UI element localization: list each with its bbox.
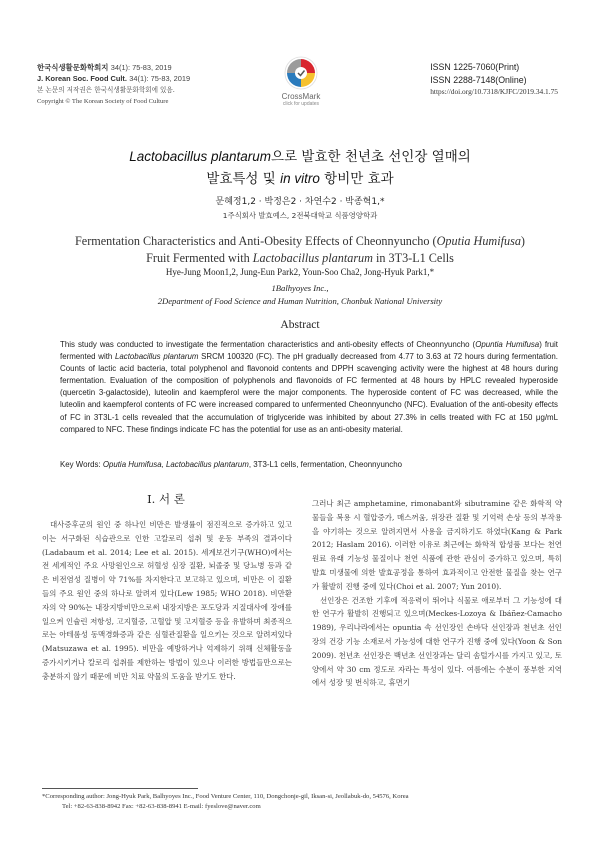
abstract-text-1: This study was conducted to investigate the fermentation characteristics and anti-obesity effects of Cheonnyuncho ( (60, 340, 476, 349)
abstract-text-3: SRCM 100320 (FC). The pH gradually decreased from 4.77 to 3.63 at 72 hours during fermentation. Counts of lactic acid bacteria, total polyphenol and flavonoid contents and DPPH scavenging activity were the highest at 48 hours during fermentation. Evaluation of the composition of polyphenols and flavonoids of FC fermented at 48 hours by HPLC revealed hyperoside (quercetin 3-galactoside), luteolin and kaempferol were the major components. The hyperoside content of FC was decreased, while the luteolin and kaempferol contents of FC were increased compared to unfermented Cheonnyuncho (NFC). Evaluation of the anti-obesity effects of FC in 3T3L-1 cells revealed that the accumulation of triglyceride was inhibited by about 27.3% in cells treated with FC at 150 μg/mL compared to NFC. These findings indicate FC has the potential for use as an anti-obesity material. (60, 352, 558, 434)
english-title (0, 233, 600, 267)
copyright-line: Copyright © The Korean Society of Food Culture (37, 97, 169, 105)
crossmark-badge[interactable] (268, 56, 334, 107)
footnote-line-2: Tel: +82-63-838-8942 Fax: +82-63-838-8941 E-mail: fyeslove@naver.com (62, 803, 261, 811)
issn-online: ISSN 2288-7148(Online) (430, 74, 527, 85)
abstract-italic-1: Opuntia Humifusa (475, 340, 540, 349)
journal-name-ko: 한국식생활문화학회지 (37, 63, 109, 72)
english-title-l2a: Fruit Fermented with (146, 251, 253, 265)
english-affil-2: 2Department of Food Science and Human Nutrition, Chonbuk National University (157, 295, 443, 306)
keywords-line (60, 460, 558, 469)
abstract-heading: Abstract (280, 318, 320, 331)
english-affiliation (0, 282, 600, 307)
keywords-label: Key Words: (60, 460, 103, 469)
english-authors: Hye-Jung Moon1,2, Jung-Eun Park2, Youn-Soo Cha2, Jong-Hyuk Park1,* (165, 267, 435, 277)
journal-volume-en: 34(1): 75-83, 2019 (129, 74, 191, 84)
abstract-italic-2: Lactobacillus plantarum (115, 352, 199, 362)
introduction-heading: I. 서 론 (147, 492, 185, 506)
journal-header-right (430, 61, 558, 99)
crossmark-icon (284, 56, 318, 90)
korean-authors: 문혜정1,2 · 박정은2 · 차연수2 · 박종혁1,* (215, 197, 385, 207)
english-title-l1a: Fermentation Characteristics and Anti-Obesity Effects of Cheonnyuncho ( (75, 234, 437, 248)
corresponding-author-footnote (42, 792, 562, 813)
journal-header-left (37, 62, 190, 107)
intro-right-paragraph-2: 선인장은 건조한 기후에 적응력이 뛰어나 식물로 애로부터 그 기능성에 대한 연구가 활발히 진행되고 있으며(Meckes-Lozoya & Ibáñez-Camacho 1989), 우리나라에서는 opuntia 속 선인장인 손바닥 선인장과 천년초 선인장의 건강 기능 소재로서 가능성에 대한 연구가 진행 중에 있다(Yoon & Son 2009). 천년초 선인장은 백년초 선인장과는 달리 솜털가시를 가지고 있고, 토양에서 약 30 cm 정도로 자라는 특성이 있다. 여름에는 수분이 풍부한 지역에서 성장 및 번식하고, 휴면기 (312, 595, 562, 688)
abstract-text-2: ) fruit fermented with (60, 340, 559, 362)
intro-left-paragraph: 대사증후군의 원인 중 하나인 비만은 발생률이 점진적으로 증가하고 있고 이는 서구화된 식습관으로 인한 고칼로리 섭취 및 운동 부족의 결과이다(Ladabaum et al. 2014; Lee et al. 2015). 세계보건기구(WHO)에서는 전 세계적인 주요 사망원인으로 허혈성 심장 질환, 뇌졸중 및 당뇨병 등과 같은 비전염성 질병이 약 71%를 차지한다고 보고하고 있으며, 비만은 이 질환들의 주요 원인 중의 하나로 알려져 있다(Lew 1985; WHO 2018). 비만환자의 약 90%는 내장지방비만으로써 내장지방은 포도당과 지질대사에 장애를 일으켜 인슐린 저항성, 고지혈증, 고혈압 및 고지혈증 등을 유발하며 최종적으로는 아테롬성 동맥경화증과 같은 심혈관질환을 일으키는 것으로 알려져있다(Matsuzawa et al. 1995). 비만을 예방하거나 억제하기 위해 신체활동을 증가시키거나 칼로리 섭취를 제한하는 방법이 있으나 이러한 방법들만으로는 충분하지 않기 때문에 비만 치료 약물의 도움을 받기도 한다. (42, 520, 292, 681)
english-title-l2b: in 3T3-L1 Cells (372, 251, 454, 265)
korean-title (0, 146, 600, 190)
keywords-rest: , 3T3-L1 cells, fermentation, Cheonnyuncho (248, 460, 402, 469)
issn-print: ISSN 1225-7060(Print) (430, 62, 520, 72)
english-title-l1b: ) (520, 234, 525, 248)
english-affil-1: 1Balhyoyes Inc., (271, 283, 329, 293)
keywords-italic: Oputia Humifusa, Lactobacillus plantarum (102, 460, 249, 469)
english-title-l2-italic: Lactobacillus plantarum (252, 251, 373, 265)
korean-title-italic: Lactobacillus plantarum (129, 149, 272, 164)
crossmark-sub: click for updates (282, 101, 320, 107)
abstract-body (60, 339, 558, 436)
journal-name-en: J. Korean Soc. Food Cult. (37, 74, 127, 84)
doi-link[interactable]: https://doi.org/10.7318/KJFC/2019.34.1.75 (430, 87, 558, 96)
korean-title-line2b: 항비만 효과 (319, 171, 394, 187)
korean-title-line2-italic: in vitro (280, 171, 320, 186)
footnote-line-1: *Corresponding author: Jong-Hyuk Park, Balhyoyes Inc., Food Venture Center, 110, Dongchonje-gil, Iksan-si, Jeollabuk-do, 54576, Korea (42, 793, 409, 800)
copyright-notice: 본 논문의 저작권은 한국식생활문화학회에 있음. (37, 85, 175, 94)
intro-right-column (312, 497, 562, 690)
korean-title-rest: 으로 발효한 천년초 선인장 열매의 (271, 149, 471, 165)
korean-affiliation: 1주식회사 발효예스, 2전북대학교 식품영양학과 (222, 211, 378, 220)
footnote-rule (42, 788, 198, 789)
korean-title-line2a: 발효특성 및 (206, 171, 281, 187)
intro-left-column (42, 518, 292, 684)
journal-volume-ko: 34(1): 75-83, 2019 (110, 63, 172, 72)
crossmark-label: CrossMark (281, 92, 321, 101)
intro-right-paragraph-1: 그러나 최근 amphetamine, rimonabant와 sibutramine 같은 화학적 약물들을 복용 시 혈압증가, 매스꺼움, 위장관 질환 및 기억력 손상 등의 부작용을 야기하는 것으로 알려지면서 사용을 금지하기도 하였다(Kang & Park 2012; Haslam 2016). 이러한 이유로 최근에는 화학적 합성품 보다는 천연 원료 유래 기능성 물질이나 천연 식품에 관한 관심이 증가하고 있으며, 특히 발효 미생물에 의한 발효공정을 통하여 효과적이고 안전한 물질을 찾는 연구가 활발히 진행 중에 있다(Choi et al. 2007; Yun 2010). (312, 499, 562, 591)
english-title-l1-italic: Oputia Humifusa (436, 234, 521, 248)
